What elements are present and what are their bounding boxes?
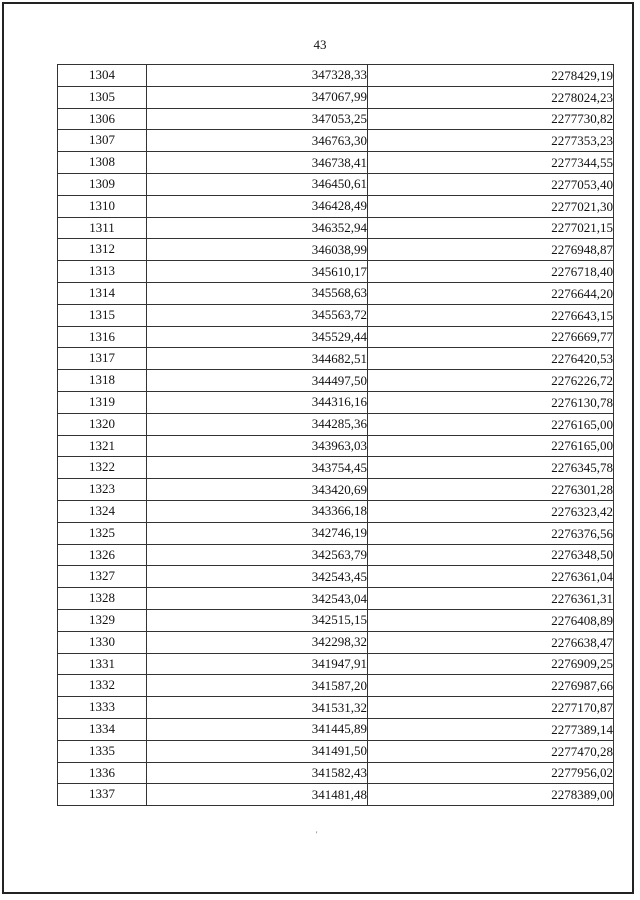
y-coordinate-cell: 2277021,15: [368, 217, 614, 239]
y-coordinate-cell: 2277956,02: [368, 762, 614, 784]
point-number-cell: 1312: [58, 239, 147, 261]
point-number-cell: 1317: [58, 348, 147, 370]
point-number-cell: 1309: [58, 173, 147, 195]
x-coordinate-cell: 344682,51: [147, 348, 368, 370]
point-number-cell: 1331: [58, 653, 147, 675]
point-number-cell: 1333: [58, 697, 147, 719]
point-number-cell: 1313: [58, 261, 147, 283]
y-coordinate-cell: 2276408,89: [368, 609, 614, 631]
y-coordinate-cell: 2277470,28: [368, 740, 614, 762]
point-number-cell: 1304: [58, 65, 147, 87]
y-coordinate-cell: 2276420,53: [368, 348, 614, 370]
table-row: [58, 457, 614, 479]
table-row: [58, 697, 614, 719]
x-coordinate-cell: 347053,25: [147, 108, 368, 130]
coordinates-table-body: [58, 65, 614, 806]
y-coordinate-cell: 2276987,66: [368, 675, 614, 697]
table-row: [58, 152, 614, 174]
x-coordinate-cell: 342543,45: [147, 566, 368, 588]
y-coordinate-cell: 2276345,78: [368, 457, 614, 479]
y-coordinate-cell: 2277730,82: [368, 108, 614, 130]
table-row: [58, 239, 614, 261]
y-coordinate-cell: 2277353,23: [368, 130, 614, 152]
table-row: [58, 108, 614, 130]
point-number-cell: 1315: [58, 304, 147, 326]
point-number-cell: 1316: [58, 326, 147, 348]
point-number-cell: 1334: [58, 718, 147, 740]
table-row: [58, 370, 614, 392]
table-row: [58, 261, 614, 283]
y-coordinate-cell: 2278024,23: [368, 86, 614, 108]
y-coordinate-cell: 2276165,00: [368, 435, 614, 457]
point-number-cell: 1325: [58, 522, 147, 544]
page-number: 43: [313, 37, 327, 52]
table-row: [58, 391, 614, 413]
point-number-cell: 1324: [58, 500, 147, 522]
point-number-cell: 1332: [58, 675, 147, 697]
point-number-cell: 1323: [58, 479, 147, 501]
point-number-cell: 1319: [58, 391, 147, 413]
table-row: [58, 566, 614, 588]
point-number-cell: 1335: [58, 740, 147, 762]
x-coordinate-cell: 347067,99: [147, 86, 368, 108]
table-row: [58, 522, 614, 544]
point-number-cell: 1329: [58, 609, 147, 631]
point-number-cell: 1328: [58, 588, 147, 610]
x-coordinate-cell: 345563,72: [147, 304, 368, 326]
x-coordinate-cell: 347328,33: [147, 65, 368, 87]
point-number-cell: 1337: [58, 784, 147, 806]
x-coordinate-cell: 343963,03: [147, 435, 368, 457]
table-row: [58, 653, 614, 675]
y-coordinate-cell: 2276644,20: [368, 282, 614, 304]
table-row: [58, 609, 614, 631]
point-number-cell: 1336: [58, 762, 147, 784]
table-row: [58, 282, 614, 304]
table-row: [58, 86, 614, 108]
x-coordinate-cell: 345610,17: [147, 261, 368, 283]
x-coordinate-cell: 341445,89: [147, 718, 368, 740]
table-row: [58, 479, 614, 501]
y-coordinate-cell: 2276165,00: [368, 413, 614, 435]
x-coordinate-cell: 346738,41: [147, 152, 368, 174]
y-coordinate-cell: 2276361,04: [368, 566, 614, 588]
point-number-cell: 1326: [58, 544, 147, 566]
y-coordinate-cell: 2278429,19: [368, 65, 614, 87]
table-row: [58, 588, 614, 610]
x-coordinate-cell: 341491,50: [147, 740, 368, 762]
y-coordinate-cell: 2276361,31: [368, 588, 614, 610]
point-number-cell: 1308: [58, 152, 147, 174]
table-row: [58, 304, 614, 326]
table-row: [58, 326, 614, 348]
y-coordinate-cell: 2276948,87: [368, 239, 614, 261]
table-row: [58, 740, 614, 762]
y-coordinate-cell: 2276348,50: [368, 544, 614, 566]
table-row: [58, 195, 614, 217]
y-coordinate-cell: 2277053,40: [368, 173, 614, 195]
point-number-cell: 1322: [58, 457, 147, 479]
x-coordinate-cell: 341582,43: [147, 762, 368, 784]
table-row: [58, 500, 614, 522]
x-coordinate-cell: 344285,36: [147, 413, 368, 435]
x-coordinate-cell: 341481,48: [147, 784, 368, 806]
table-row: [58, 762, 614, 784]
y-coordinate-cell: 2276130,78: [368, 391, 614, 413]
x-coordinate-cell: 346450,61: [147, 173, 368, 195]
table-row: [58, 675, 614, 697]
y-coordinate-cell: 2277389,14: [368, 718, 614, 740]
table-row: [58, 784, 614, 806]
y-coordinate-cell: 2276643,15: [368, 304, 614, 326]
table-row: [58, 173, 614, 195]
point-number-cell: 1320: [58, 413, 147, 435]
y-coordinate-cell: 2276909,25: [368, 653, 614, 675]
y-coordinate-cell: 2276669,77: [368, 326, 614, 348]
point-number-cell: 1318: [58, 370, 147, 392]
point-number-cell: 1307: [58, 130, 147, 152]
table-row: [58, 435, 614, 457]
x-coordinate-cell: 346763,30: [147, 130, 368, 152]
point-number-cell: 1311: [58, 217, 147, 239]
x-coordinate-cell: 342543,04: [147, 588, 368, 610]
point-number-cell: 1321: [58, 435, 147, 457]
x-coordinate-cell: 345529,44: [147, 326, 368, 348]
x-coordinate-cell: 346352,94: [147, 217, 368, 239]
table-row: [58, 413, 614, 435]
point-number-cell: 1327: [58, 566, 147, 588]
table-row: [58, 217, 614, 239]
table-row: [58, 348, 614, 370]
y-coordinate-cell: 2277170,87: [368, 697, 614, 719]
coordinates-table: [57, 64, 614, 806]
x-coordinate-cell: 346428,49: [147, 195, 368, 217]
x-coordinate-cell: 341531,32: [147, 697, 368, 719]
x-coordinate-cell: 346038,99: [147, 239, 368, 261]
x-coordinate-cell: 343366,18: [147, 500, 368, 522]
x-coordinate-cell: 344497,50: [147, 370, 368, 392]
y-coordinate-cell: 2276226,72: [368, 370, 614, 392]
x-coordinate-cell: 343420,69: [147, 479, 368, 501]
point-number-cell: 1306: [58, 108, 147, 130]
x-coordinate-cell: 343754,45: [147, 457, 368, 479]
table-row: [58, 718, 614, 740]
scan-speck: ': [316, 830, 318, 839]
x-coordinate-cell: 341587,20: [147, 675, 368, 697]
x-coordinate-cell: 341947,91: [147, 653, 368, 675]
point-number-cell: 1310: [58, 195, 147, 217]
point-number-cell: 1330: [58, 631, 147, 653]
y-coordinate-cell: 2277021,30: [368, 195, 614, 217]
table-row: [58, 631, 614, 653]
x-coordinate-cell: 342563,79: [147, 544, 368, 566]
x-coordinate-cell: 342298,32: [147, 631, 368, 653]
x-coordinate-cell: 344316,16: [147, 391, 368, 413]
table-row: [58, 130, 614, 152]
point-number-cell: 1314: [58, 282, 147, 304]
y-coordinate-cell: 2276638,47: [368, 631, 614, 653]
y-coordinate-cell: 2276718,40: [368, 261, 614, 283]
x-coordinate-cell: 342515,15: [147, 609, 368, 631]
y-coordinate-cell: 2276301,28: [368, 479, 614, 501]
x-coordinate-cell: 342746,19: [147, 522, 368, 544]
table-row: [58, 544, 614, 566]
y-coordinate-cell: 2278389,00: [368, 784, 614, 806]
x-coordinate-cell: 345568,63: [147, 282, 368, 304]
y-coordinate-cell: 2276376,56: [368, 522, 614, 544]
point-number-cell: 1305: [58, 86, 147, 108]
y-coordinate-cell: 2277344,55: [368, 152, 614, 174]
table-row: [58, 65, 614, 87]
y-coordinate-cell: 2276323,42: [368, 500, 614, 522]
